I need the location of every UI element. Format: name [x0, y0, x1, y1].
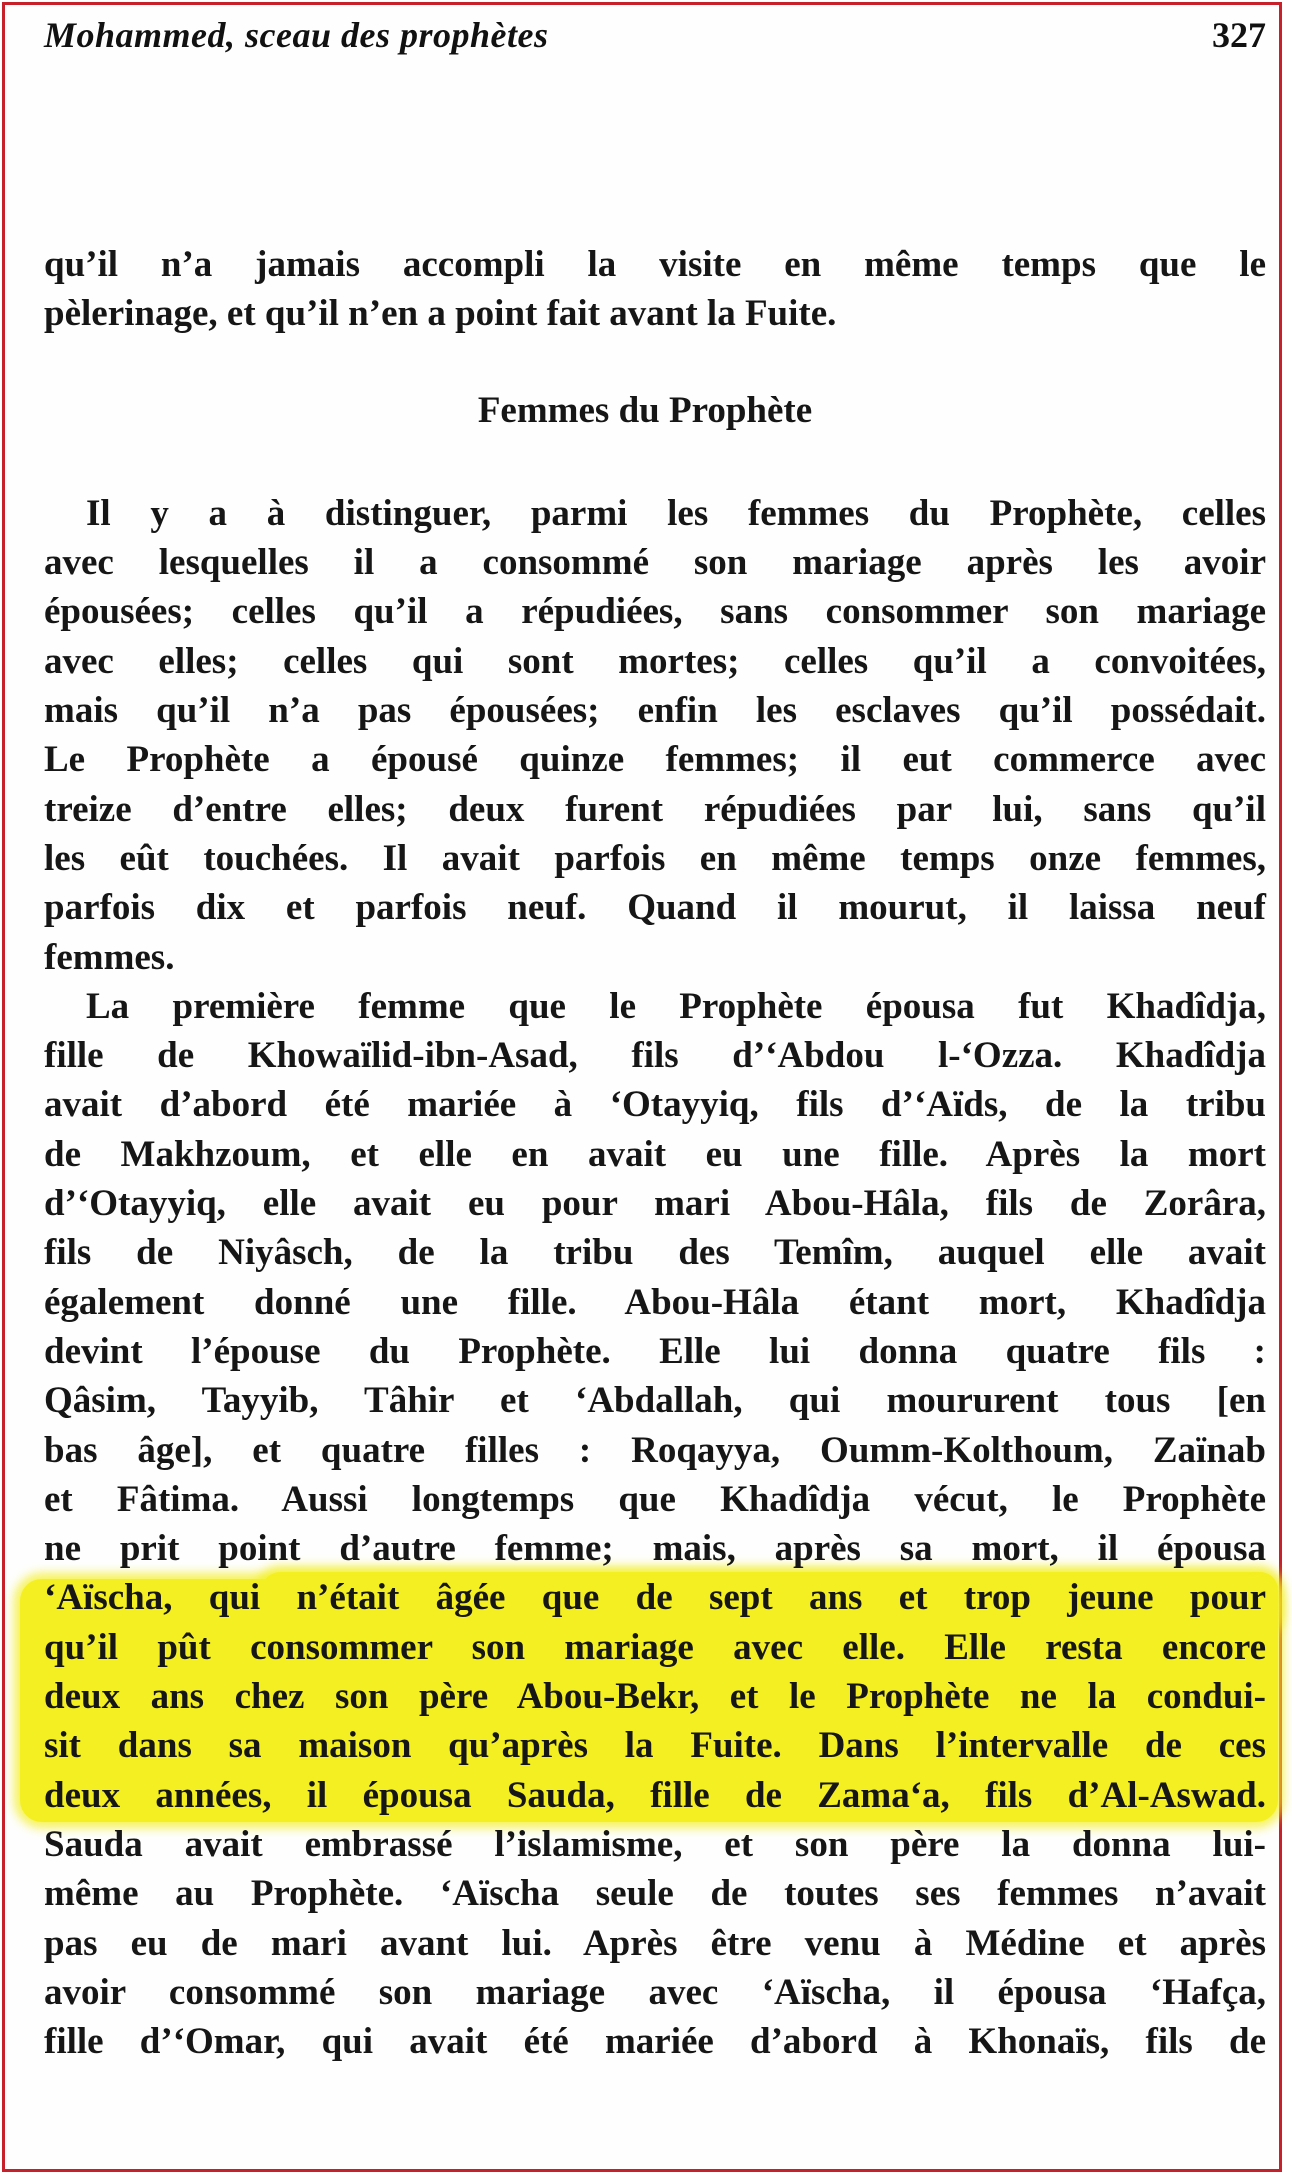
text-line: avait d’abord été mariée à ‘Otayyiq, fils d’‘Aïds, de la tribu: [44, 1084, 1266, 1126]
text-line: mais qu’il n’a pas épousées; enfin les esclaves qu’il possédait.: [44, 690, 1266, 732]
page-header: [44, 14, 1266, 70]
text-line: épousées; celles qu’il a répudiées, sans consommer son mariage: [44, 591, 1266, 633]
text-line: La première femme que le Prophète épousa fut Khadîdja,: [86, 985, 1266, 1027]
text-line-highlight-start: [44, 1475, 1266, 1524]
highlighted-line: ‘Aïscha, qui n’était âgée que de sept ans et trop jeune pour: [44, 1577, 1266, 1619]
text-line: devint l’épouse du Prophète. Elle lui donna quatre fils :: [44, 1330, 1266, 1372]
text-line: fille de Khowaïlid-ibn-Asad, fils d’‘Abdou l-‘Ozza. Khadîdja: [44, 1035, 1266, 1077]
text-before-highlight: et Fâtima.: [44, 1478, 240, 1520]
text-line: Le Prophète a épousé quinze femmes; il eut commerce avec: [44, 739, 1266, 781]
text-line: Il y a à distinguer, parmi les femmes du Prophète, celles: [86, 492, 1266, 534]
highlighted-line: deux ans chez son père Abou-Bekr, et le Prophète ne la condui-: [44, 1676, 1266, 1718]
text-line: également donné une fille. Abou-Hâla étant mort, Khadîdja: [44, 1281, 1266, 1323]
highlighted-line: ne prit point d’autre femme; mais, après sa mort, il épousa: [44, 1528, 1266, 1570]
highlighted-line: qu’il pût consommer son mariage avec elle. Elle resta encore: [44, 1626, 1266, 1668]
text-line: parfois dix et parfois neuf. Quand il mourut, il laissa neuf: [44, 887, 1266, 929]
text-line: même au Prophète. ‘Aïscha seule de toutes ses femmes n’avait: [44, 1873, 1266, 1915]
text-line: bas âge], et quatre filles : Roqayya, Oumm-Kolthoum, Zaïnab: [44, 1429, 1266, 1471]
intro-text: [44, 240, 1266, 339]
text-line: qu’il n’a jamais accompli la visite en même temps que le: [44, 244, 1266, 285]
text-line: sit dans sa maison qu’après la Fuite. Dans l’intervalle de ces: [44, 1725, 1266, 1767]
highlighted-text-start: Aussi longtemps que Khadîdja vécut, le Prophète: [281, 1478, 1266, 1520]
text-line: les eût touchées. Il avait parfois en même temps onze femmes,: [44, 837, 1266, 879]
text-line: d’‘Otayyiq, elle avait eu pour mari Abou-Hâla, fils de Zorâra,: [44, 1183, 1266, 1225]
text-line: de Makhzoum, et elle en avait eu une fille. Après la mort: [44, 1133, 1266, 1175]
text-line: fille d’‘Omar, qui avait été mariée d’abord à Khonaïs, fils de: [44, 2021, 1266, 2063]
paragraph-2: [44, 982, 1266, 2067]
text-line: pèlerinage, et qu’il n’en a point fait avant la Fuite.: [44, 293, 837, 335]
paragraph-1: [44, 489, 1266, 982]
text-line: avec elles; celles qui sont mortes; celles qu’il a convoitées,: [44, 640, 1266, 682]
text-line: treize d’entre elles; deux furent répudiées par lui, sans qu’il: [44, 788, 1266, 830]
section-heading: Femmes du Prophète: [477, 389, 813, 431]
text-line: Sauda avait embrassé l’islamisme, et son père la donna lui-: [44, 1823, 1266, 1865]
text-line: femmes.: [44, 936, 175, 978]
text-line: deux années, il épousa Sauda, fille de Zama‘a, fils d’Al-Aswad.: [44, 1774, 1266, 1816]
running-title: Mohammed, sceau des prophètes: [44, 15, 549, 55]
page-number: 327: [1212, 15, 1266, 55]
text-line: avoir consommé son mariage avec ‘Aïscha, il épousa ‘Hafça,: [44, 1971, 1266, 2013]
text-line: avec lesquelles il a consommé son mariage après les avoir: [44, 542, 1266, 584]
text-line: fils de Niyâsch, de la tribu des Temîm, auquel elle avait: [44, 1232, 1266, 1274]
text-line: Qâsim, Tayyib, Tâhir et ‘Abdallah, qui moururent tous [en: [44, 1380, 1266, 1422]
page-body: [44, 240, 1266, 2066]
text-line: pas eu de mari avant lui. Après être venu à Médine et après: [44, 1922, 1266, 1964]
